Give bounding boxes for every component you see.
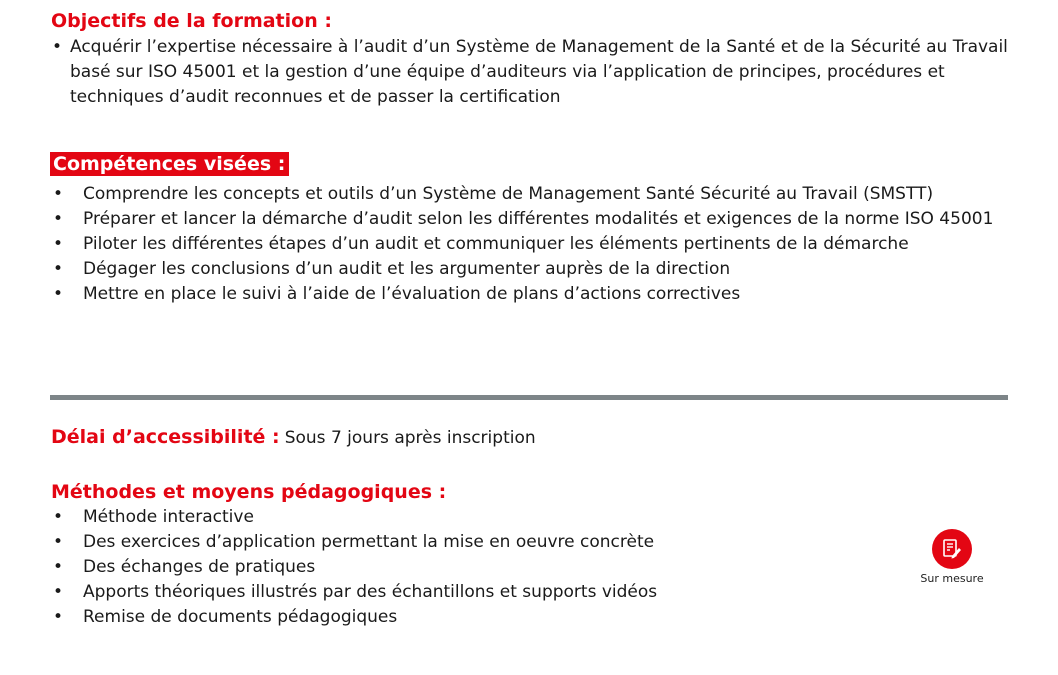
competences-list bbox=[83, 182, 1003, 307]
document-pen-icon bbox=[940, 537, 964, 561]
sur-mesure-badge bbox=[912, 529, 992, 585]
section-divider bbox=[50, 395, 1008, 400]
delai-label: Délai d’accessibilité : bbox=[51, 426, 280, 448]
methodes-list bbox=[83, 505, 1003, 630]
list-item: • Acquérir l’expertise nécessaire à l’audit d’un Système de Management de la Santé et de la Sécurité au Travail basé sur ISO 45001 et la gestion d’une équipe d’auditeurs via l’application de principes, procédures et techniques d’audit reconnues et de passer la certification bbox=[70, 35, 1010, 110]
objectifs-list bbox=[70, 35, 1010, 110]
list-item: • Préparer et lancer la démarche d’audit selon les différentes modalités et exigences de la norme ISO 45001 bbox=[83, 207, 1003, 232]
list-item: • Mettre en place le suivi à l’aide de l’évaluation de plans d’actions correctives bbox=[83, 282, 1003, 307]
badge-caption: Sur mesure bbox=[920, 572, 984, 585]
delai-line bbox=[51, 426, 536, 448]
objectifs-heading: Objectifs de la formation : bbox=[51, 10, 332, 32]
list-item: • Comprendre les concepts et outils d’un Système de Management Santé Sécurité au Travail (SMSTT) bbox=[83, 182, 1003, 207]
list-item: • Remise de documents pédagogiques bbox=[83, 605, 1003, 630]
list-item: • Des échanges de pratiques bbox=[83, 555, 1003, 580]
delai-value: Sous 7 jours après inscription bbox=[284, 428, 536, 448]
list-item: • Apports théoriques illustrés par des échantillons et supports vidéos bbox=[83, 580, 1003, 605]
list-item: • Piloter les différentes étapes d’un audit et communiquer les éléments pertinents de la démarche bbox=[83, 232, 1003, 257]
list-item: • Des exercices d’application permettant la mise en oeuvre concrète bbox=[83, 530, 1003, 555]
methodes-heading: Méthodes et moyens pédagogiques : bbox=[51, 481, 447, 503]
competences-heading: Compétences visées : bbox=[50, 152, 289, 176]
list-item: • Méthode interactive bbox=[83, 505, 1003, 530]
badge-circle bbox=[932, 529, 972, 569]
list-item: • Dégager les conclusions d’un audit et les argumenter auprès de la direction bbox=[83, 257, 1003, 282]
